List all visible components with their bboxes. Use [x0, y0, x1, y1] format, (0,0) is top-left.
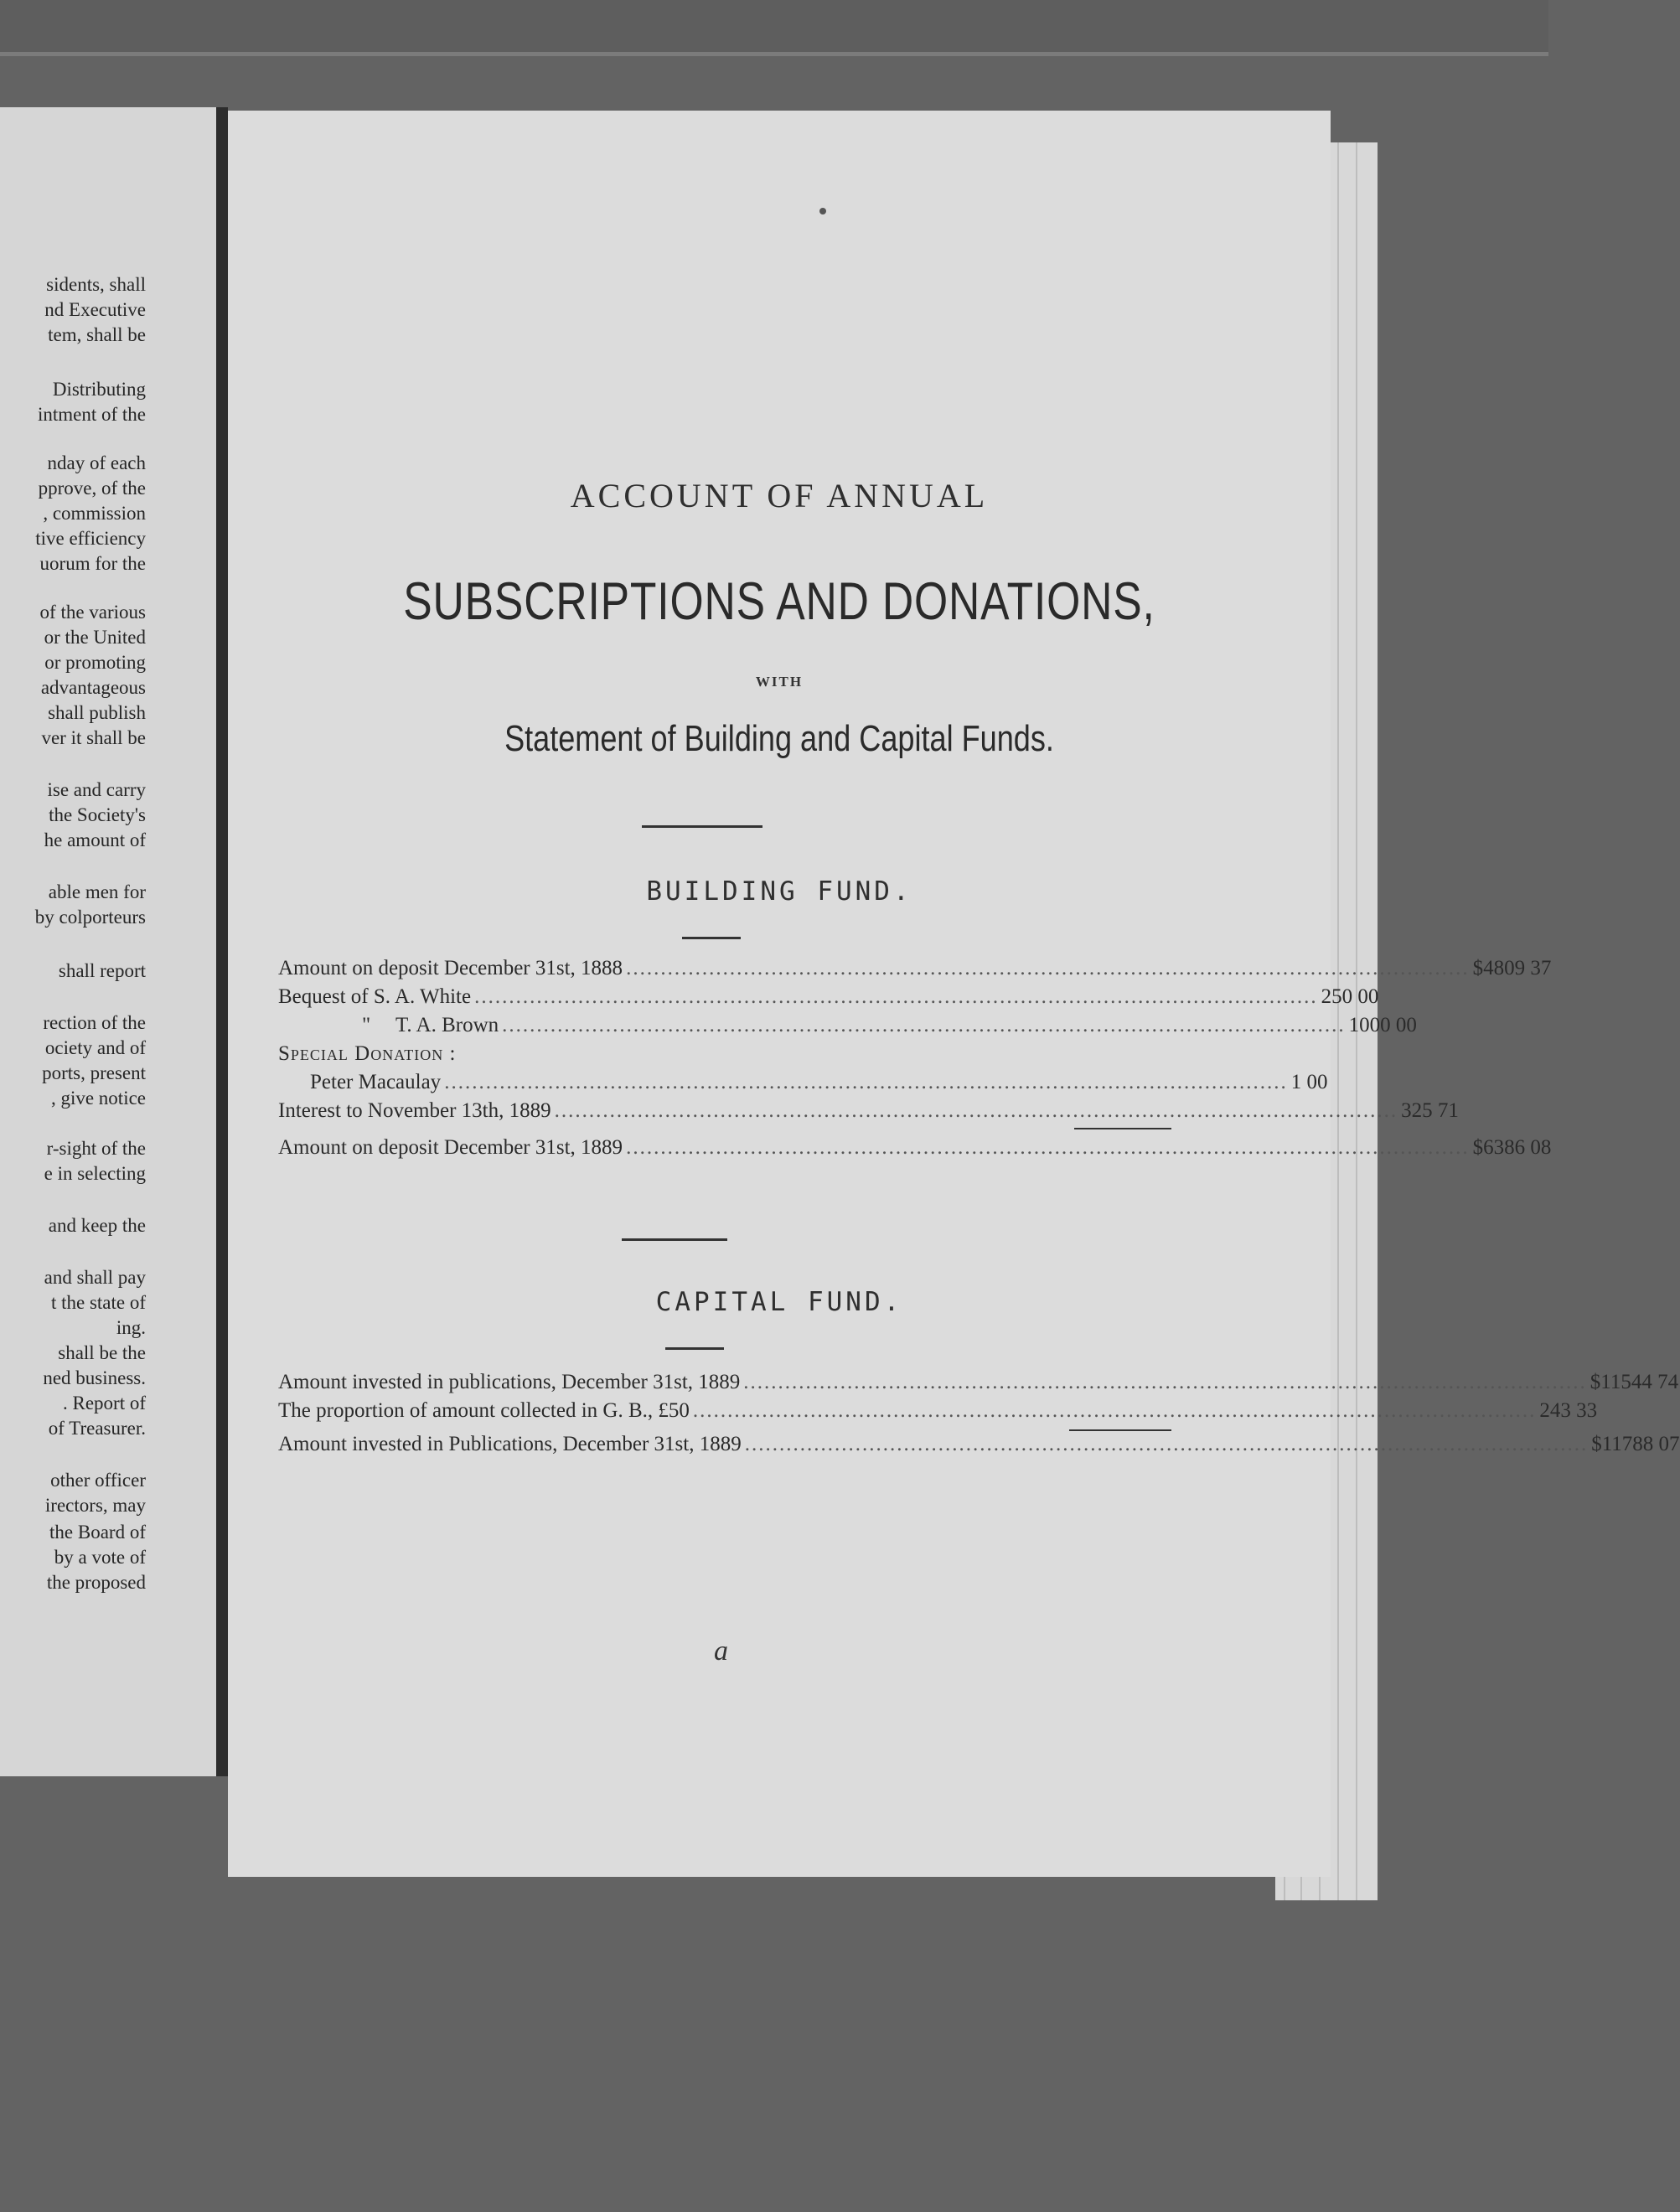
left-page-text-line: ociety and of [44, 1037, 146, 1058]
left-page-text-line: and keep the [48, 1215, 146, 1236]
row-amount: 250 00 [1321, 985, 1379, 1008]
left-page-text-line: r-sight of the [46, 1138, 146, 1159]
left-page-text-line: and shall pay [44, 1267, 146, 1288]
left-page-text-line: the Society's [49, 804, 146, 825]
left-page-text-line: shall be the [58, 1342, 146, 1363]
row-label: Bequest of S. A. White [278, 985, 472, 1008]
building-fund-ledger [278, 957, 1552, 1165]
left-page-text-line: tem, shall be [48, 324, 146, 345]
left-page-text-line: or promoting [44, 652, 146, 673]
left-page-text-line: advantageous [40, 677, 146, 698]
leader-dots: .......................................................................................................................... [743, 1371, 1587, 1393]
divider-rule [622, 1238, 727, 1241]
left-page-text-line: ver it shall be [41, 727, 146, 748]
left-page-text-line: nday of each [47, 452, 146, 473]
heading-subscriptions-and-donations: SUBSCRIPTIONS AND DONATIONS, [403, 572, 1155, 631]
leader-dots: .......................................................................................................................... [744, 1433, 1589, 1455]
heading-statement-of-funds: Statement of Building and Capital Funds. [504, 718, 1054, 759]
capital-fund-ledger [278, 1371, 1680, 1461]
left-page-text-line: ing. [116, 1317, 146, 1338]
ledger-row [278, 1071, 1328, 1099]
left-page-text-line: of the various [39, 602, 146, 623]
scan-top-line [0, 52, 1548, 56]
leader-dots: .......................................................................................................................... [626, 1136, 1470, 1159]
row-amount: 1000 00 [1348, 1014, 1417, 1036]
row-amount: $11544 74 [1590, 1371, 1679, 1393]
building-fund-title: BUILDING FUND. [646, 876, 912, 907]
heading-account-of-annual: ACCOUNT OF ANNUAL [570, 477, 989, 514]
row-amount: $6386 08 [1472, 1136, 1552, 1159]
sum-rule [1069, 1429, 1171, 1431]
left-page-text-line: , commission [43, 503, 146, 524]
left-page-text-line: or the United [44, 627, 146, 648]
ledger-row-total [278, 1433, 1680, 1461]
scan-top-band [0, 0, 1548, 54]
book-gutter [216, 107, 228, 1776]
leader-dots: .......................................................................................................................... [502, 1014, 1346, 1036]
ditto-mark: " [362, 1014, 371, 1036]
left-page-text-line: ports, present [42, 1062, 146, 1083]
ledger-row [278, 985, 1379, 1014]
left-page-text-line: uorum for the [39, 553, 146, 574]
leader-dots: .......................................................................................................................... [444, 1071, 1288, 1093]
left-page-text-line: nd Executive [44, 299, 146, 320]
ledger-row [278, 1399, 1598, 1428]
left-page-fragment [0, 107, 216, 1776]
left-page-text-line: t the state of [50, 1292, 146, 1313]
folio-signature-mark: a [714, 1636, 728, 1667]
left-page-text-line: e in selecting [44, 1163, 146, 1184]
left-page-text-line: rection of the [43, 1012, 146, 1033]
leader-dots: .......................................................................................................................... [692, 1399, 1537, 1422]
row-label: Amount on deposit December 31st, 1888 [278, 957, 623, 979]
left-page-text-line: able men for [48, 881, 146, 902]
left-page-text-line: pprove, of the [38, 478, 146, 499]
left-page-text-line: of Treasurer. [48, 1418, 146, 1439]
row-label: Amount invested in publications, December 31st, 1889 [278, 1371, 741, 1393]
row-amount: 1 00 [1290, 1071, 1328, 1093]
leader-dots: .......................................................................................................................... [626, 957, 1470, 979]
ledger-row [278, 1014, 1417, 1042]
left-page-text-line: the proposed [46, 1572, 146, 1593]
left-page-text-line: shall publish [48, 702, 146, 723]
row-amount: $4809 37 [1472, 957, 1552, 979]
ledger-row [278, 1371, 1679, 1399]
row-label: The proportion of amount collected in G. B., £50 [278, 1399, 690, 1422]
left-page-text-line: other officer [50, 1470, 146, 1491]
ink-speck [819, 208, 826, 214]
left-page-text-line: . Report of [62, 1393, 146, 1414]
ledger-row [278, 957, 1552, 985]
sum-rule [1074, 1128, 1171, 1129]
row-label: Special Donation : [278, 1042, 457, 1065]
left-page-text-line: ned business. [43, 1367, 146, 1388]
leader-dots: .......................................................................................................................... [474, 985, 1318, 1008]
row-label: T. A. Brown [395, 1014, 499, 1036]
building-fund-rule [682, 937, 741, 939]
heading-with: WITH [755, 674, 804, 690]
row-label: Peter Macaulay [310, 1071, 442, 1093]
left-page-text-line: by colporteurs [34, 907, 146, 928]
row-label: Interest to November 13th, 1889 [278, 1099, 551, 1122]
row-label: Amount on deposit December 31st, 1889 [278, 1136, 623, 1159]
left-page-text-line: Distributing [52, 379, 146, 400]
left-page-text-line: irectors, may [44, 1495, 146, 1516]
left-page-text-line: shall report [58, 960, 146, 981]
ledger-row [278, 1042, 1166, 1071]
row-amount: $11788 07 [1591, 1433, 1680, 1455]
leader-dots: .......................................................................................................................... [554, 1099, 1398, 1122]
left-page-text-line: ise and carry [47, 779, 146, 800]
left-page-text-line: the Board of [49, 1522, 146, 1543]
capital-fund-rule [665, 1347, 724, 1350]
row-amount: 243 33 [1539, 1399, 1598, 1422]
main-page [228, 111, 1680, 1877]
row-label: Amount invested in Publications, December 31st, 1889 [278, 1433, 742, 1455]
left-page-text-line: he amount of [44, 830, 146, 850]
left-page-text-line: tive efficiency [35, 528, 146, 549]
divider-rule [642, 825, 762, 828]
left-page-text-line: intment of the [37, 404, 146, 425]
row-amount: 325 71 [1401, 1099, 1459, 1122]
ledger-row-total [278, 1136, 1552, 1165]
left-page-text-line: by a vote of [54, 1547, 146, 1568]
left-page-text-line: sidents, shall [46, 274, 146, 295]
left-page-text-line: , give notice [50, 1088, 146, 1109]
ledger-row [278, 1099, 1459, 1128]
capital-fund-title: CAPITAL FUND. [655, 1287, 903, 1317]
